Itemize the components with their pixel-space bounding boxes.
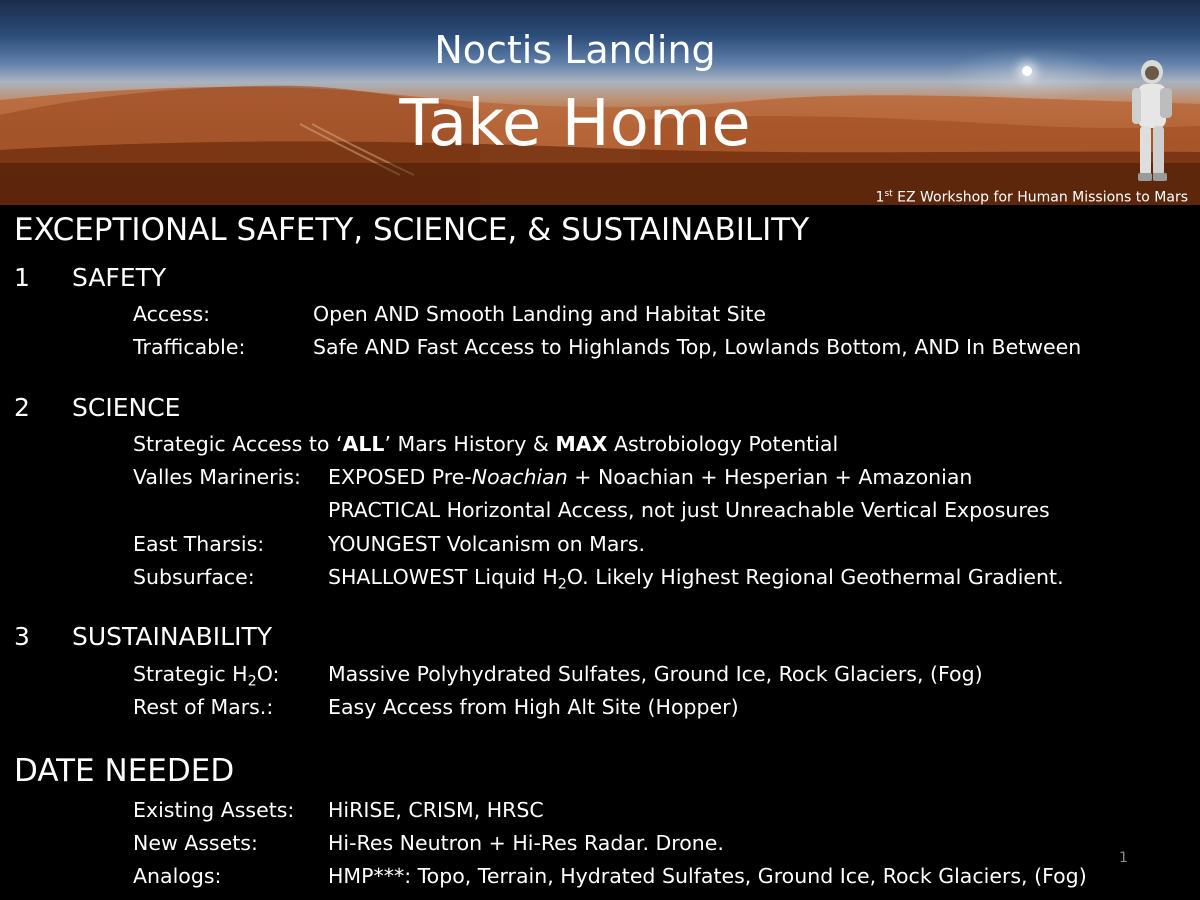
page-number: 1 bbox=[1119, 850, 1128, 866]
strategic-post-text: Astrobiology Potential bbox=[607, 432, 839, 456]
valles-noachian-italic: Noachian bbox=[471, 465, 568, 489]
analogs-value: HMP***: Topo, Terrain, Hydrated Sulfates, Ground Ice, Rock Glaciers, (Fog) bbox=[328, 864, 1087, 888]
existing-assets-label: Existing Assets: bbox=[133, 798, 295, 822]
access-label: Access: bbox=[133, 302, 211, 326]
section-number-science: 2 bbox=[14, 393, 30, 422]
section-title-safety: SAFETY bbox=[72, 263, 167, 292]
strategic-access-text: Strategic Access to ‘ bbox=[133, 432, 343, 456]
trafficable-value: Safe AND Fast Access to Highlands Top, Lowlands Bottom, AND In Between bbox=[313, 335, 1082, 359]
rest-of-mars-label: Rest of Mars.: bbox=[133, 695, 274, 719]
subsurface-subscript: 2 bbox=[557, 576, 567, 593]
presentation-subtitle: Noctis Landing bbox=[434, 28, 716, 72]
workshop-caption bbox=[876, 184, 1188, 205]
existing-assets-value: HiRISE, CRISM, HRSC bbox=[328, 798, 544, 822]
valles-marineris-value bbox=[328, 463, 972, 491]
strategic-access-line bbox=[133, 430, 838, 458]
section-title-science: SCIENCE bbox=[72, 393, 181, 422]
strategic-h2o-value: Massive Polyhydrated Sulfates, Ground Ice, Rock Glaciers, (Fog) bbox=[328, 662, 983, 686]
valles-marineris-label: Valles Marineris: bbox=[133, 465, 301, 489]
workshop-ordinal: 1 bbox=[875, 189, 885, 205]
east-tharsis-label: East Tharsis: bbox=[133, 532, 265, 556]
section-title-sustainability: SUSTAINABILITY bbox=[72, 622, 273, 651]
section-number-sustainability: 3 bbox=[14, 622, 30, 651]
presentation-title: Take Home bbox=[399, 87, 751, 161]
trafficable-label: Trafficable: bbox=[133, 335, 246, 359]
new-assets-label: New Assets: bbox=[133, 831, 258, 855]
section-number-safety: 1 bbox=[14, 263, 30, 292]
subsurface-post-text: O. Likely Highest Regional Geothermal Gradient. bbox=[566, 565, 1064, 589]
h2o-label-subscript: 2 bbox=[247, 673, 257, 690]
mars-landscape-banner bbox=[0, 0, 1200, 205]
subsurface-value bbox=[328, 563, 1064, 591]
subsurface-pre-text: SHALLOWEST Liquid H bbox=[328, 565, 558, 589]
main-heading: EXCEPTIONAL SAFETY, SCIENCE, & SUSTAINABILITY bbox=[14, 212, 810, 248]
workshop-ordinal-suffix: st bbox=[884, 189, 893, 199]
h2o-label-post: O: bbox=[256, 662, 280, 686]
valles-post-text: + Noachian + Hesperian + Amazonian bbox=[567, 465, 973, 489]
valles-pre-text: EXPOSED Pre- bbox=[328, 465, 472, 489]
h2o-label-pre: Strategic H bbox=[133, 662, 248, 686]
access-value: Open AND Smooth Landing and Habitat Site bbox=[313, 302, 767, 326]
new-assets-value: Hi-Res Neutron + Hi-Res Radar. Drone. bbox=[328, 831, 724, 855]
strategic-max-emphasis: MAX bbox=[555, 432, 608, 456]
analogs-label: Analogs: bbox=[133, 864, 222, 888]
date-needed-heading: DATE NEEDED bbox=[14, 753, 235, 789]
subsurface-label: Subsurface: bbox=[133, 565, 255, 589]
practical-access-value: PRACTICAL Horizontal Access, not just Unreachable Vertical Exposures bbox=[328, 498, 1050, 522]
workshop-name: EZ Workshop for Human Missions to Mars bbox=[897, 189, 1188, 205]
strategic-mid-text: ’ Mars History & bbox=[384, 432, 556, 456]
east-tharsis-value: YOUNGEST Volcanism on Mars. bbox=[328, 532, 646, 556]
rest-of-mars-value: Easy Access from High Alt Site (Hopper) bbox=[328, 695, 739, 719]
strategic-all-emphasis: ALL bbox=[342, 432, 385, 456]
strategic-h2o-label bbox=[133, 660, 279, 688]
